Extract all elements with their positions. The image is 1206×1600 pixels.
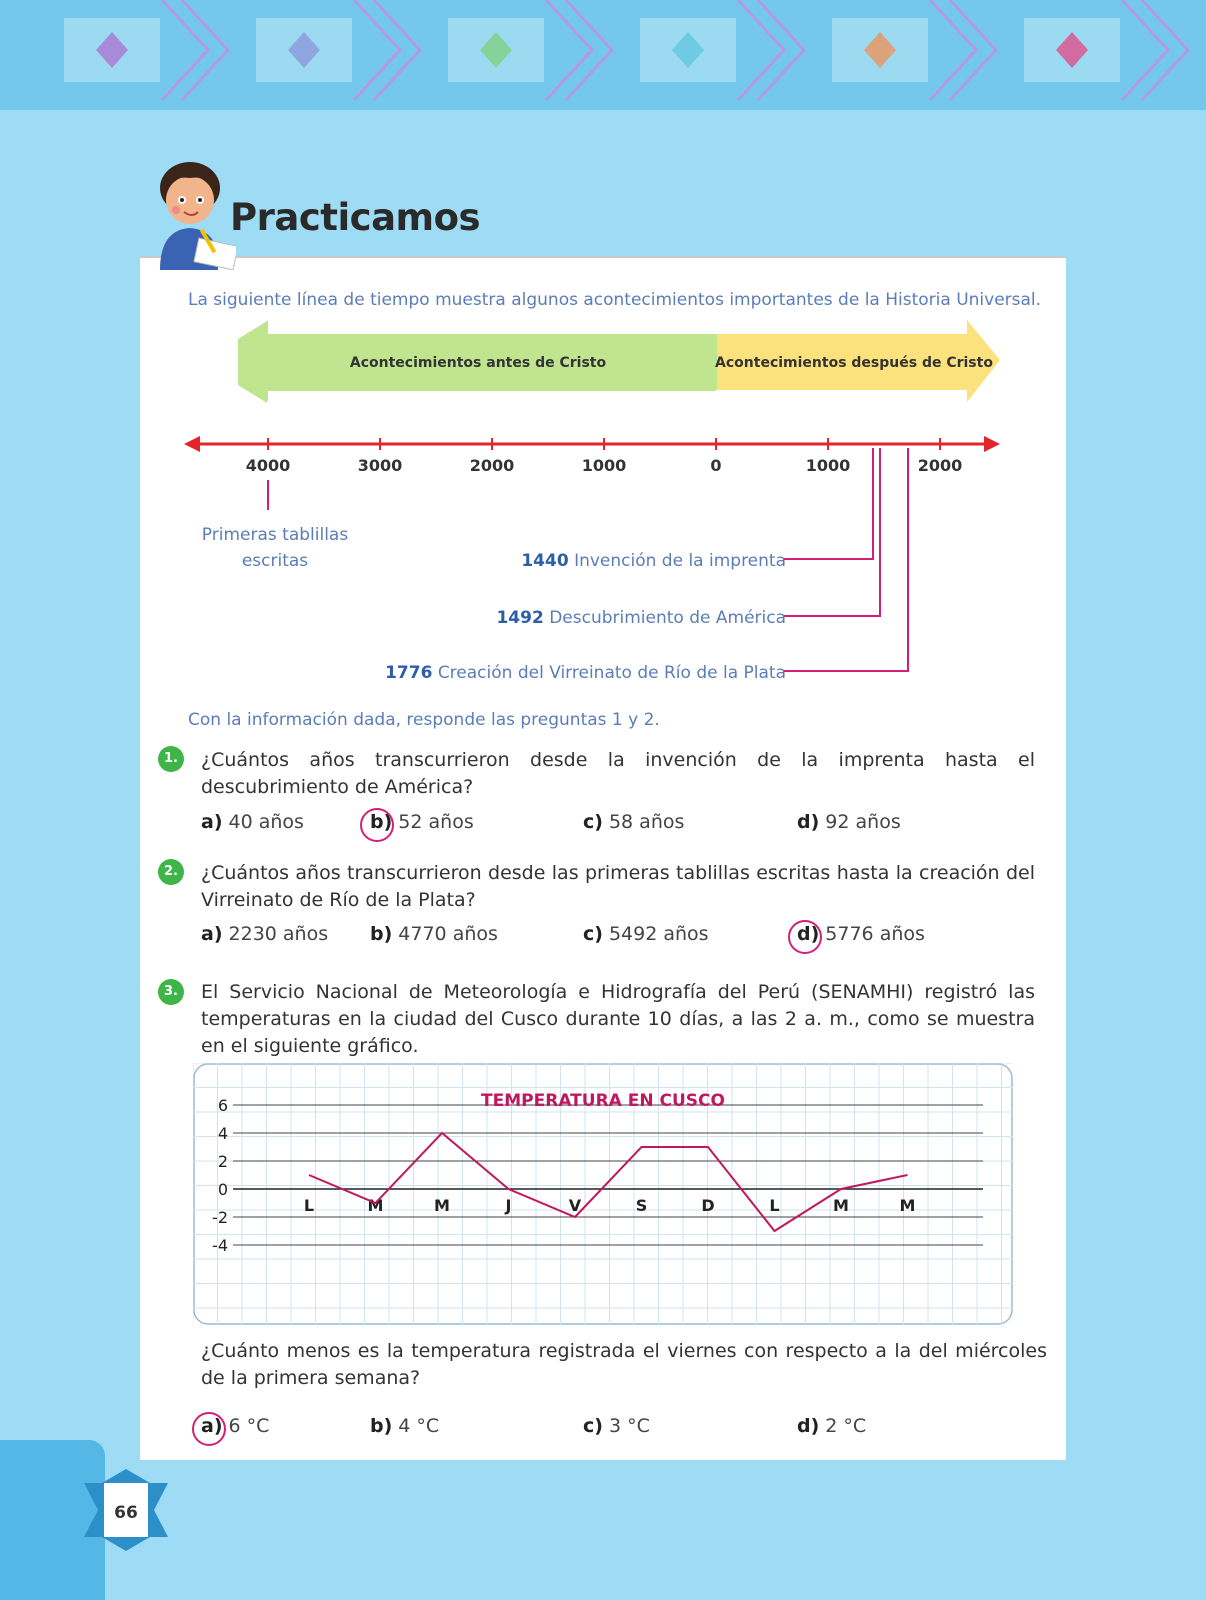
answer-circle: [192, 1412, 226, 1446]
page-number-badge: [84, 1465, 168, 1555]
option-letter: a): [201, 1415, 223, 1437]
event-text: Invención de la imprenta: [574, 551, 786, 571]
y-tick-label: 0: [217, 1180, 228, 1199]
intro-text: La siguiente línea de tiempo muestra algunos acontecimientos importantes de la Historia Universal.: [188, 290, 1042, 310]
event-year: 1492: [496, 608, 544, 628]
chart-title: TEMPERATURA EN CUSCO: [481, 1091, 725, 1111]
question-1-text: ¿Cuántos años transcurrieron desde la invención de la imprenta hasta el descubrimiento de América?: [201, 749, 1035, 798]
question-2-text: ¿Cuántos años transcurrieron desde las primeras tablillas escritas hasta la creación del Virreinato de Río de la Plata?: [201, 862, 1035, 911]
q3-option-c[interactable]: [583, 1415, 650, 1437]
option-letter: b): [370, 1415, 393, 1437]
timeline-tick-label: 4000: [245, 456, 291, 475]
q1-option-a[interactable]: [201, 811, 304, 833]
option-letter: a): [201, 923, 223, 945]
decorative-banner: [0, 0, 1206, 110]
answer-circle: [788, 920, 822, 954]
timeline-tick-label: 1000: [805, 456, 851, 475]
x-tick-label: M: [434, 1196, 450, 1215]
x-tick-label: D: [701, 1196, 715, 1215]
option-letter: b): [370, 923, 393, 945]
page-number: 66: [114, 1503, 138, 1523]
timeline-tick-label: 0: [710, 456, 722, 475]
event-1492: [496, 608, 786, 628]
event-1776: [385, 663, 786, 683]
event-1440: [521, 551, 786, 571]
event-year: 1440: [521, 551, 569, 571]
instruction-note: Con la información dada, responde las preguntas 1 y 2.: [188, 710, 660, 730]
option-text: 40 años: [228, 811, 304, 833]
question-1-badge: 1.: [158, 746, 184, 772]
question-2-badge: 2.: [158, 859, 184, 885]
option-letter: d): [797, 923, 820, 945]
section-heading: Practicamos: [230, 196, 481, 239]
option-text: 92 años: [825, 811, 901, 833]
x-tick-label: V: [568, 1196, 582, 1215]
heading-divider: [140, 256, 1066, 258]
option-letter: c): [583, 923, 603, 945]
timeline-tick-label: 1000: [581, 456, 627, 475]
option-text: 4 °C: [398, 1415, 440, 1437]
option-letter: c): [583, 1415, 603, 1437]
axis-left-arrow-icon: [184, 436, 200, 452]
option-text: 2230 años: [228, 923, 329, 945]
option-letter: d): [797, 811, 820, 833]
option-text: 5776 años: [825, 923, 925, 945]
timeline-tick-label: 2000: [469, 456, 515, 475]
ad-label: Acontecimientos después de Cristo: [715, 355, 993, 371]
answer-circle: [360, 808, 394, 842]
event-text: Descubrimiento de América: [549, 608, 786, 628]
option-letter: d): [797, 1415, 820, 1437]
q3-option-b[interactable]: [370, 1415, 439, 1437]
option-text: 58 años: [608, 811, 685, 833]
q3-option-d[interactable]: [797, 1415, 866, 1437]
q2-option-c[interactable]: [583, 923, 709, 945]
option-letter: a): [201, 811, 223, 833]
option-text: 5492 años: [608, 923, 709, 945]
timeline-tick-label: 2000: [917, 456, 963, 475]
q2-option-a[interactable]: [201, 923, 328, 945]
y-tick-label: -4: [212, 1236, 228, 1255]
option-letter: b): [370, 811, 393, 833]
x-tick-label: M: [367, 1196, 384, 1215]
student-avatar-icon: [146, 158, 236, 270]
option-text: 4770 años: [398, 923, 498, 945]
question-3-text: El Servicio Nacional de Meteorología e Hidrografía del Perú (SENAMHI) registró las temperaturas en la ciudad del Cusco durante 10 días, a las 2 a. m., como se muestra en el siguiente gráfico.: [201, 981, 1035, 1057]
first-event-label: Primeras tablillas escritas: [201, 525, 349, 571]
timeline-tick-label: 3000: [357, 456, 403, 475]
option-text: 2 °C: [825, 1415, 867, 1437]
y-tick-label: 6: [217, 1096, 228, 1115]
chart-svg: [193, 1063, 1013, 1325]
event-year: 1776: [385, 663, 433, 683]
temperature-chart: [193, 1063, 1013, 1325]
q1-option-d[interactable]: [797, 811, 901, 833]
question-3-badge: 3.: [158, 979, 184, 1005]
x-tick-label: L: [303, 1196, 315, 1215]
q1-option-c[interactable]: [583, 811, 684, 833]
question-3-followup: ¿Cuánto menos es la temperatura registrada el viernes con respecto a la del miércoles de la primera semana?: [201, 1340, 1047, 1389]
x-tick-label: J: [505, 1196, 512, 1215]
x-tick-label: S: [635, 1196, 648, 1215]
option-text: 6 °C: [228, 1415, 270, 1437]
y-tick-label: 2: [217, 1152, 228, 1171]
y-tick-label: 4: [217, 1124, 228, 1143]
y-tick-label: -2: [212, 1208, 228, 1227]
x-tick-label: M: [833, 1196, 849, 1215]
event-text: Creación del Virreinato de Río de la Plata: [437, 663, 786, 683]
x-tick-label: M: [899, 1196, 916, 1215]
q2-option-b[interactable]: [370, 923, 498, 945]
option-text: 52 años: [398, 811, 474, 833]
bc-label: Acontecimientos antes de Cristo: [349, 355, 607, 371]
x-tick-label: L: [769, 1196, 780, 1215]
option-letter: c): [583, 811, 603, 833]
timeline-diagram: [140, 320, 1066, 690]
option-text: 3 °C: [608, 1415, 650, 1437]
axis-right-arrow-icon: [984, 436, 1000, 452]
